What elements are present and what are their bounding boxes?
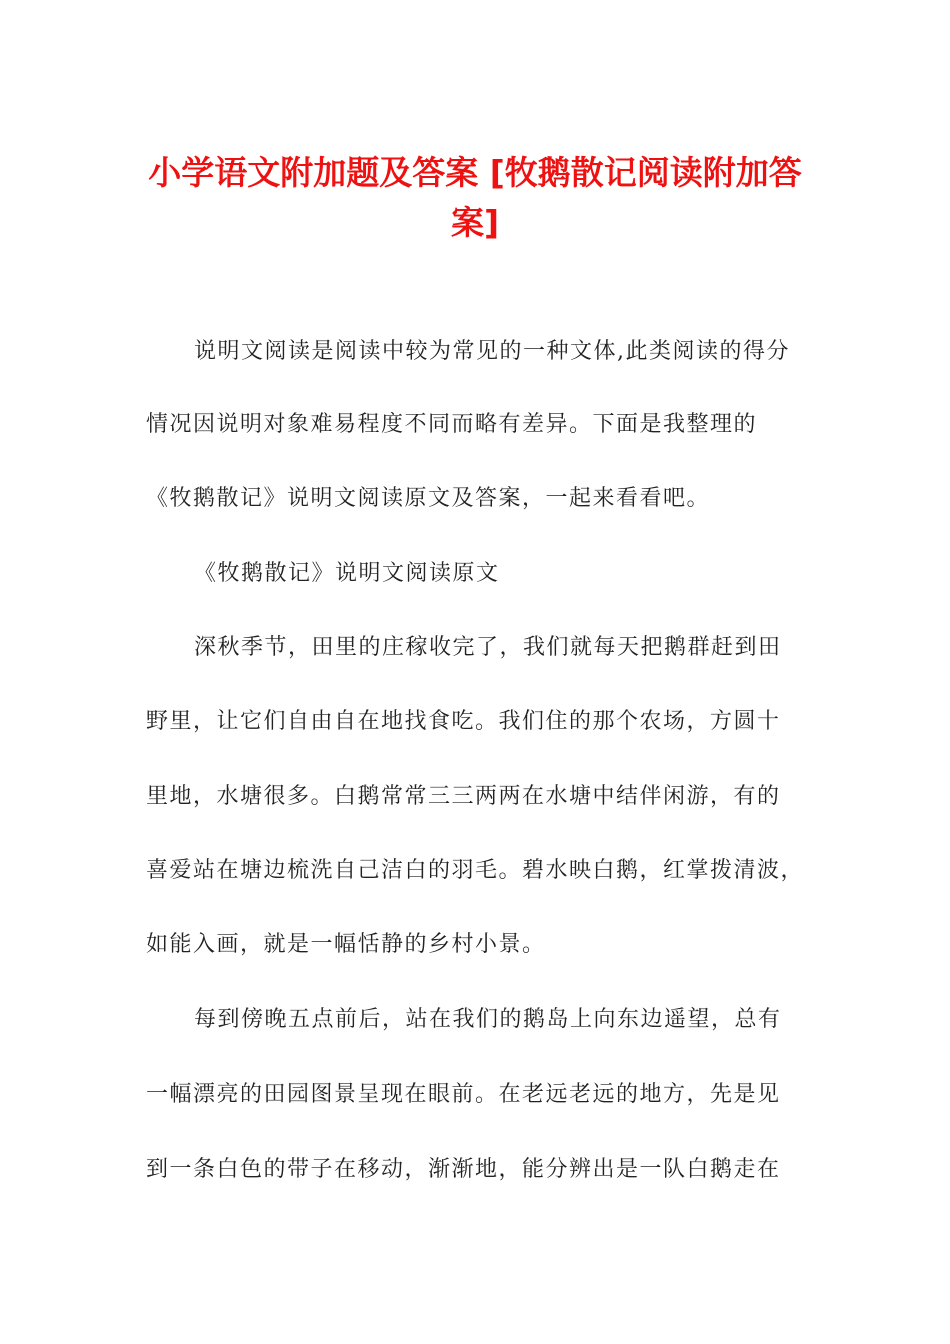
paragraph-2-line-2: 野里，让它们自由自在地找食吃。我们住的那个农场，方圆十 (146, 709, 781, 734)
paragraph-2-line-1: 深秋季节，田里的庄稼收完了，我们就每天把鹅群赶到田 (194, 635, 782, 660)
section-heading: 《牧鹅散记》说明文阅读原文 (194, 561, 500, 586)
paragraph-3-line-2: 一幅漂亮的田园图景呈现在眼前。在老远老远的地方，先是见 (146, 1082, 781, 1107)
paragraph-1-line-3: 《牧鹅散记》说明文阅读原文及答案，一起来看看吧。 (146, 486, 711, 511)
paragraph-2-line-5: 如能入画，就是一幅恬静的乡村小景。 (146, 932, 546, 957)
paragraph-2-line-3: 里地，水塘很多。白鹅常常三三两两在水塘中结伴闲游，有的 (146, 784, 781, 809)
paragraph-2-line-4: 喜爱站在塘边梳洗自己洁白的羽毛。碧水映白鹅，红掌拨清波， (146, 858, 805, 883)
paragraph-3-line-3: 到一条白色的带子在移动，渐渐地，能分辨出是一队白鹅走在 (146, 1157, 781, 1182)
paragraph-1-line-2: 情况因说明对象难易程度不同而略有差异。下面是我整理的 (146, 412, 758, 437)
paragraph-1-line-1: 说明文阅读是阅读中较为常见的一种文体,此类阅读的得分 (194, 339, 790, 364)
document-title: 小学语文附加题及答案 [牧鹅散记阅读附加答案] (148, 153, 802, 242)
paragraph-3-line-1: 每到傍晚五点前后，站在我们的鹅岛上向东边遥望，总有 (194, 1007, 782, 1032)
